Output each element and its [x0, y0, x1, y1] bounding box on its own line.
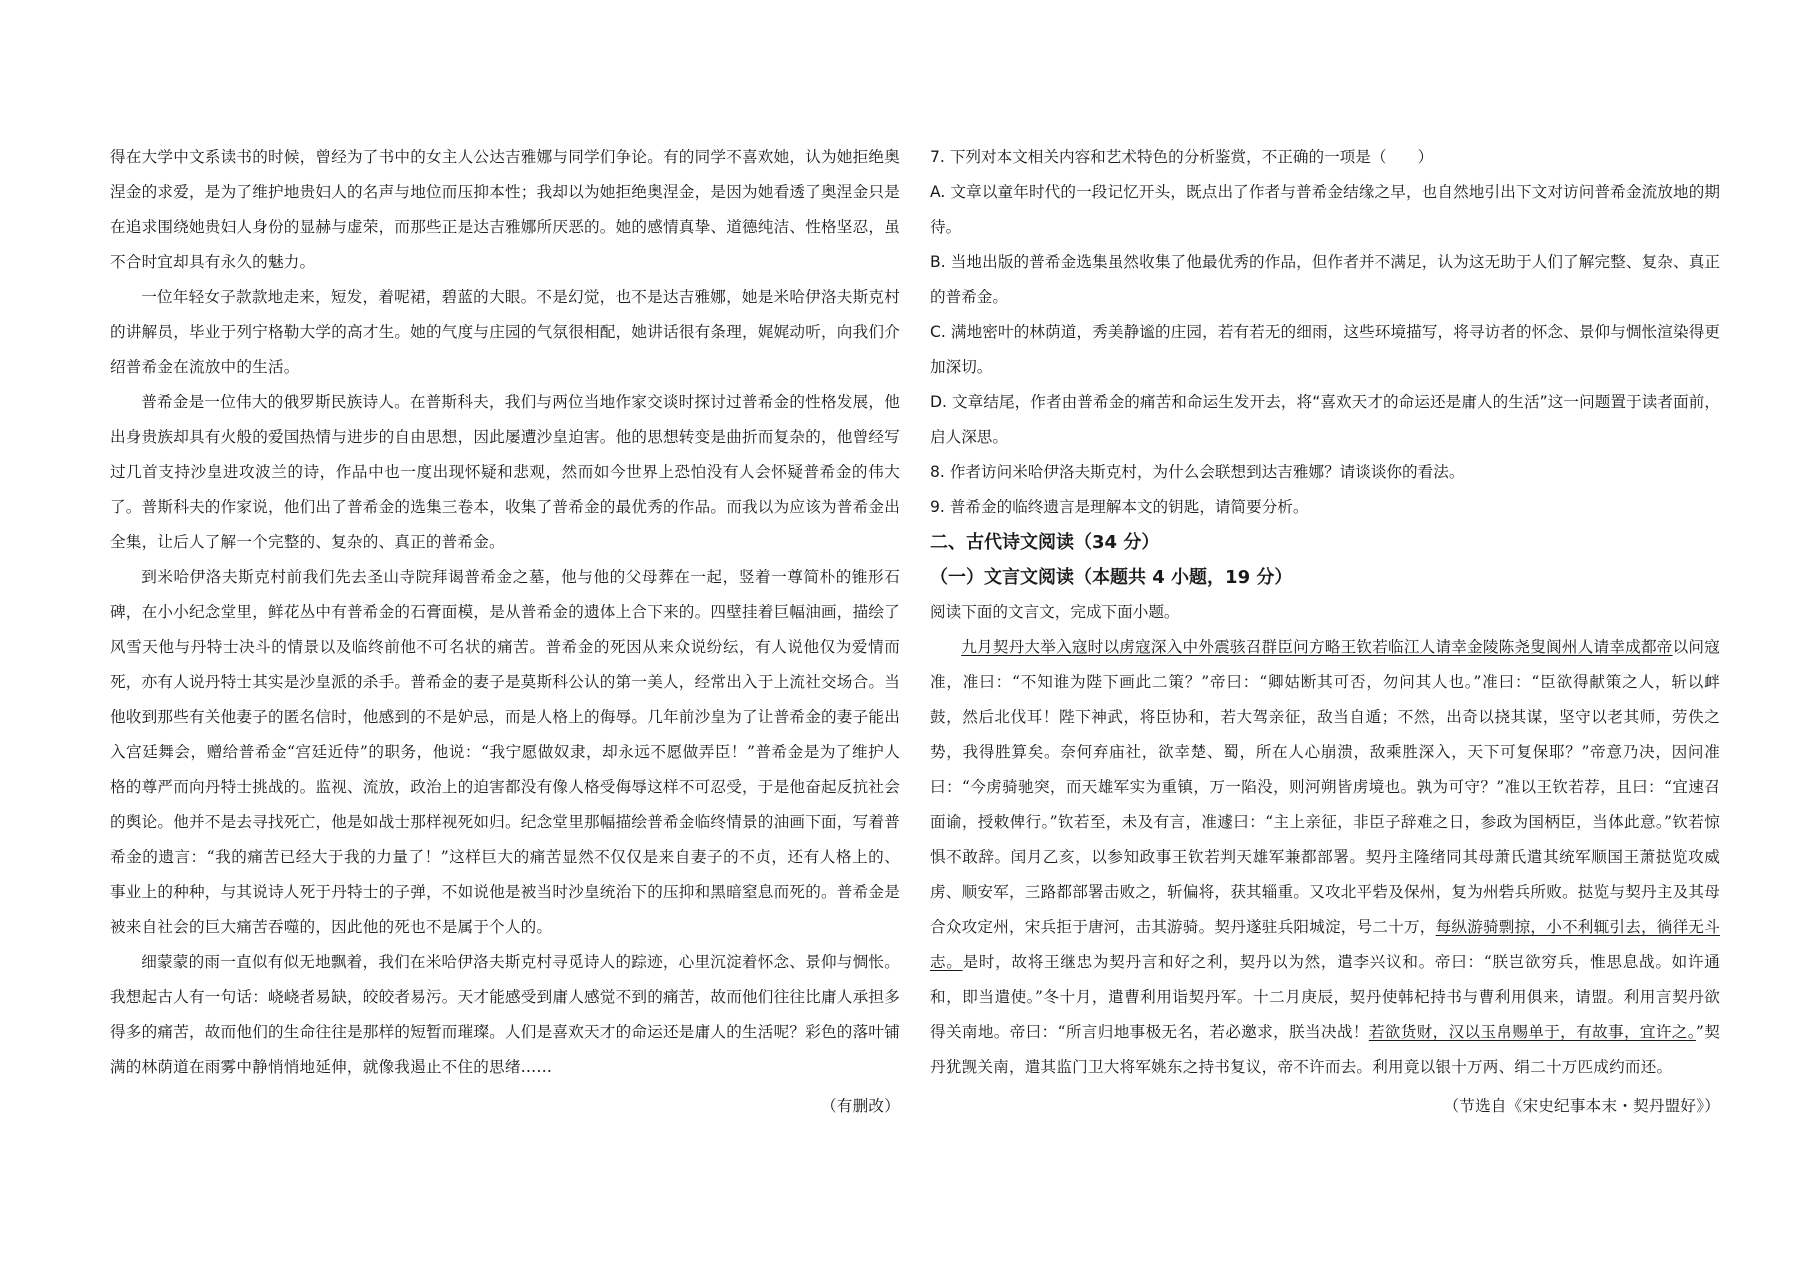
question-8: 8. 作者访问米哈伊洛夫斯克村，为什么会联想到达吉雅娜？请谈谈你的看法。	[930, 463, 1465, 481]
underlined-sentence: 每纵游骑剽掠，小不利辄引去，徜徉无斗志。	[930, 918, 1721, 971]
left-column	[110, 140, 900, 1124]
source-citation: （节选自《宋史纪事本末・契丹盟好》）	[1443, 1097, 1720, 1115]
question-7: 7. 下列对本文相关内容和艺术特色的分析鉴赏，不正确的一项是（ ）	[930, 148, 1434, 166]
right-column	[930, 140, 1720, 1124]
option-c: C. 满地密叶的林荫道，秀美静谧的庄园，若有若无的细雨，这些环境描写，将寻访者的怀念、景仰与惆怅渲染得更加深切。	[930, 323, 1720, 376]
reading-paragraph: 普希金是一位伟大的俄罗斯民族诗人。在普斯科夫，我们与两位当地作家交谈时探讨过普希金的性格发展，他出身贵族却具有火般的爱国热情与进步的自由思想，因此屡遭沙皇迫害。他的思想转变是曲折而复杂的，他曾经写过几首支持沙皇进攻波兰的诗，作品中也一度出现怀疑和悲观，然而如今世界上恐怕没有人会怀疑普希金的伟大了。普斯科夫的作家说，他们出了普希金的选集三卷本，收集了普希金的最优秀的作品。而我以为应该为普希金出全集，让后人了解一个完整的、复杂的、真正的普希金。	[110, 393, 900, 551]
passage-text: 是时，故将王继忠为契丹言和好之利，契丹以为然，遣李兴议和。帝曰：“朕岂欲穷兵，惟思息战。如许通和，即当遣使。”冬十月，遣曹利用诣契丹军。十二月庚辰，契丹使韩杞持书与曹利用俱来，请盟。利用言契丹欲得关南地。帝曰：“所言归地事极无名，若必邀求，朕当决战！	[930, 953, 1720, 1041]
reading-paragraph: 到米哈伊洛夫斯克村前我们先去圣山寺院拜谒普希金之墓，他与他的父母葬在一起，竖着一尊简朴的锥形石碑，在小小纪念堂里，鲜花丛中有普希金的石膏面模，是从普希金的遗体上合下来的。四壁挂着巨幅油画，描绘了风雪天他与丹特士决斗的情景以及临终前他不可名状的痛苦。普希金的死因从来众说纷纭，有人说他仅为爱情而死，亦有人说丹特士其实是沙皇派的杀手。普希金的妻子是莫斯科公认的第一美人，经常出入于上流社交场合。当他收到那些有关他妻子的匿名信时，他感到的不是妒忌，而是人格上的侮辱。几年前沙皇为了让普希金的妻子能出入宫廷舞会，赠给普希金“宫廷近侍”的职务，他说：“我宁愿做奴隶，却永远不愿做弄臣！”普希金是为了维护人格的尊严而向丹特士挑战的。监视、流放，政治上的迫害都没有像人格受侮辱这样不可忍受，于是他奋起反抗社会的舆论。他并不是去寻找死亡，他是如战士那样视死如归。纪念堂里那幅描绘普希金临终情景的油画下面，写着普希金的遗言：“我的痛苦已经大于我的力量了！”这样巨大的痛苦显然不仅仅是来自妻子的不贞，还有人格上的、事业上的种种，与其说诗人死于丹特士的子弹，不如说他是被当时沙皇统治下的压抑和黑暗窒息而死的。普希金是被来自社会的巨大痛苦吞噬的，因此他的死也不是属于个人的。	[110, 568, 900, 936]
classical-passage	[930, 630, 1720, 1085]
section-title: 二、古代诗文阅读（34 分）	[930, 532, 1160, 553]
underlined-sentence: 若欲货财，汉以玉帛赐单于，有故事，宜许之。	[1368, 1023, 1696, 1041]
option-d: D. 文章结尾，作者由普希金的痛苦和命运生发开去，将“喜欢天才的命运还是庸人的生活”这一问题置于读者面前，启人深思。	[930, 393, 1720, 446]
instruction-text: 阅读下面的文言文，完成下面小题。	[930, 603, 1180, 621]
reading-paragraph: 一位年轻女子款款地走来，短发，着呢裙，碧蓝的大眼。不是幻觉，也不是达吉雅娜，她是米哈伊洛夫斯克村的讲解员，毕业于列宁格勒大学的高才生。她的气度与庄园的气氛很相配，她讲话很有条理，娓娓动听，向我们介绍普希金在流放中的生活。	[110, 288, 900, 376]
question-9: 9. 普希金的临终遗言是理解本文的钥匙，请简要分析。	[930, 498, 1309, 516]
passage-text: ”契丹犹觊关南，遣其监门卫大将军姚东之持书复议，帝不许而去。利用竟以银十万两、绢二十万匹成约而还。	[930, 1023, 1721, 1076]
reading-paragraph: 细蒙蒙的雨一直似有似无地飘着，我们在米哈伊洛夫斯克村寻觅诗人的踪迹，心里沉淀着怀念、景仰与惆怅。我想起古人有一句话：峣峣者易缺，皎皎者易污。天才能感受到庸人感觉不到的痛苦，故而他们往往比庸人承担多得多的痛苦，故而他们的生命往往是那样的短暂而璀璨。人们是喜欢天才的命运还是庸人的生活呢？彩色的落叶铺满的林荫道在雨雾中静悄悄地延伸，就像我遏止不住的思绪……	[110, 953, 900, 1076]
underlined-sentence: 九月契丹大举入寇时以虏寇深入中外震骇召群臣问方略王钦若临江人请幸金陵陈尧叟阆州人请幸成都帝	[961, 638, 1673, 656]
edit-note: （有删改）	[821, 1097, 900, 1115]
subsection-title: （一）文言文阅读（本题共 4 小题，19 分）	[930, 567, 1293, 588]
passage-text: 以问寇准，准曰：“不知谁为陛下画此二策？”帝曰：“卿姑断其可否，勿问其人也。”准曰：“臣欲得献策之人，斩以衅鼓，然后北伐耳！陛下神武，将臣协和，若大驾亲征，敌当自遁；不然，出奇以挠其谋，坚守以老其师，劳佚之势，我得胜算矣。奈何弃庙社，欲幸楚、蜀，所在人心崩溃，敌乘胜深入，天下可复保耶？”帝意乃决，因问准曰：“今虏骑驰突，而天雄军实为重镇，万一陷没，则河朔皆虏境也。孰为可守？”准以王钦若荐，且曰：“宜速召面谕，授敕俾行。”钦若至，未及有言，准遽曰：“主上亲征，非臣子辞难之日，参政为国柄臣，当体此意。”钦若惊惧不敢辞。闰月乙亥，以参知政事王钦若判天雄军兼都部署。契丹主隆绪同其母萧氏遣其统军顺国王萧挞览攻威虏、顺安军，三路都部署击败之，斩偏将，获其辎重。又攻北平砦及保州，复为州砦兵所败。挞览与契丹主及其母合众攻定州，宋兵拒于唐河，击其游骑。契丹遂驻兵阳城淀，号二十万，	[930, 638, 1720, 936]
option-a: A. 文章以童年时代的一段记忆开头，既点出了作者与普希金结缘之早，也自然地引出下文对访问普希金流放地的期待。	[930, 183, 1720, 236]
reading-paragraph: 得在大学中文系读书的时候，曾经为了书中的女主人公达吉雅娜与同学们争论。有的同学不喜欢她，认为她拒绝奥涅金的求爱，是为了维护地贵妇人的名声与地位而压抑本性；我却以为她拒绝奥涅金，是因为她看透了奥涅金只是在追求围绕她贵妇人身份的显赫与虚荣，而那些正是达吉雅娜所厌恶的。她的感情真挚、道德纯洁、性格坚忍，虽不合时宜却具有永久的魅力。	[110, 148, 900, 271]
option-b: B. 当地出版的普希金选集虽然收集了他最优秀的作品，但作者并不满足，认为这无助于人们了解完整、复杂、真正的普希金。	[930, 253, 1720, 306]
